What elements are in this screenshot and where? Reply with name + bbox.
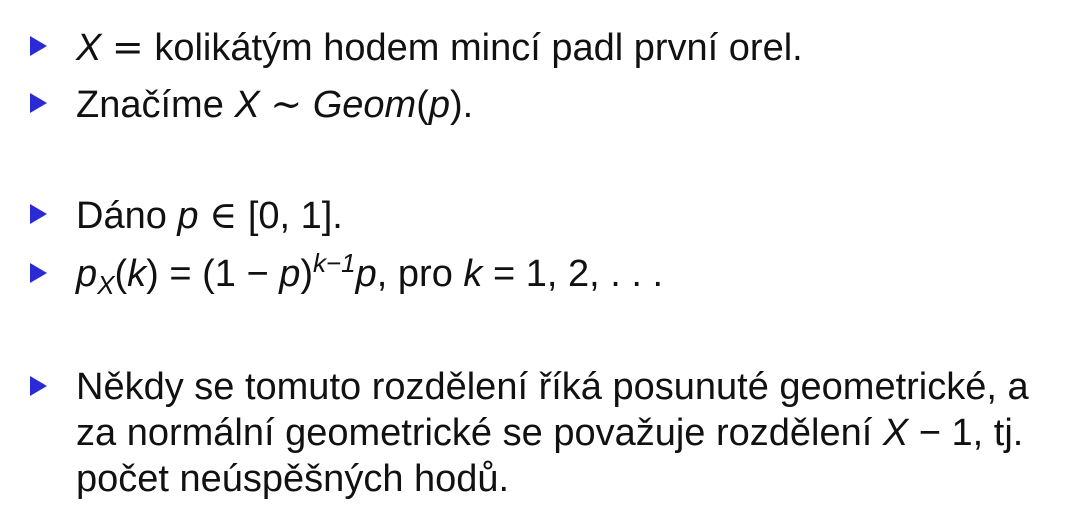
note-line-2-post: − 1, tj. <box>918 412 1024 454</box>
math-k: k <box>127 253 147 295</box>
math-exponent: k−1 <box>313 248 356 278</box>
note-line-2 <box>76 410 1076 456</box>
math-param: p <box>428 84 450 126</box>
math-subscript: X <box>97 270 115 300</box>
math-p: p <box>279 253 301 295</box>
math-open-paren: ( <box>416 84 429 126</box>
math-var: p <box>177 195 199 237</box>
math-mid-text: , pro <box>376 253 453 295</box>
math-geom: Geom <box>312 84 417 126</box>
math-close-paren: ) <box>300 253 313 295</box>
math-k2: k <box>463 253 483 295</box>
math-open-paren: ( <box>114 253 128 295</box>
bullet-triangle-icon <box>30 93 47 113</box>
bullet-triangle-icon <box>30 36 47 56</box>
bullet-triangle-icon <box>30 376 47 396</box>
bullet-text <box>76 248 664 300</box>
math-var: X <box>234 84 260 126</box>
math-in: ∈ <box>209 193 238 237</box>
note-line-2-pre: za normální geometrické se považuje rozdělení <box>76 412 873 454</box>
bullet-triangle-icon <box>30 263 47 283</box>
bullet-triangle-icon <box>30 204 47 224</box>
parameter-prefix: Dáno <box>76 195 167 237</box>
math-sim: ∼ <box>270 82 303 126</box>
math-equation-range: = 1, 2, . . . <box>492 253 664 295</box>
note-line-3: počet neúspěšných hodů. <box>76 458 510 500</box>
bullet-text <box>76 81 473 128</box>
math-close-paren: ). <box>450 84 474 126</box>
math-interval: [0, 1]. <box>247 195 343 237</box>
math-pmf-p: p <box>76 253 98 295</box>
note-line-1: Někdy se tomuto rozdělení říká posunuté geometrické, a <box>76 366 1029 408</box>
math-equals: = <box>111 25 144 69</box>
math-var: X <box>882 412 909 454</box>
definition-text: kolikátým hodem mincí padl první orel. <box>154 27 803 69</box>
bullet-text <box>76 192 343 239</box>
bullet-text <box>76 364 1076 502</box>
bullet-text <box>76 24 803 71</box>
math-p2: p <box>355 253 377 295</box>
math-equation-part: ) = (1 − <box>146 253 269 295</box>
math-var: X <box>76 27 102 69</box>
notation-prefix: Značíme <box>76 84 224 126</box>
